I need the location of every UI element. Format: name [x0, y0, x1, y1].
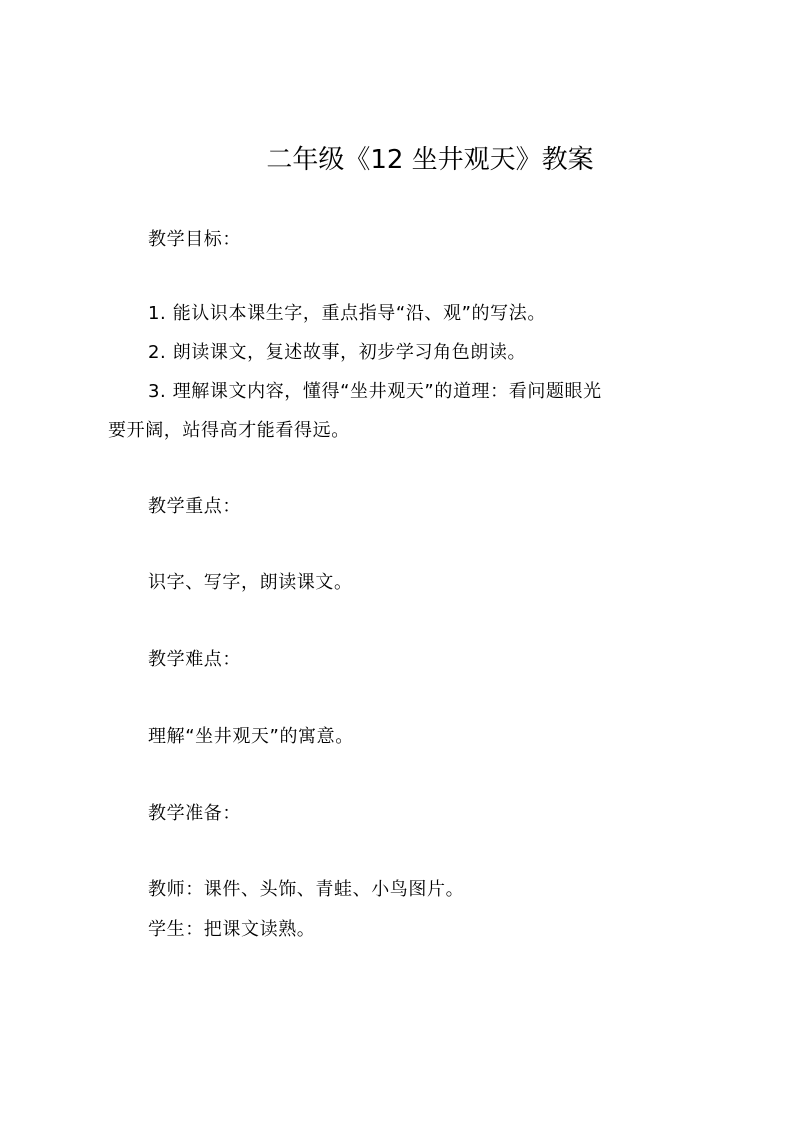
- objective-item-2: 2. 朗读课文，复述故事，初步学习角色朗读。: [148, 342, 527, 363]
- key-points-text: 识字、写字，朗读课文。: [148, 572, 353, 593]
- difficulties-text: 理解“坐井观天”的寓意。: [148, 726, 354, 747]
- objectives-heading: 教学目标：: [148, 229, 241, 250]
- preparation-student: 学生：把课文读熟。: [148, 919, 316, 940]
- preparation-teacher: 教师：课件、头饰、青蛙、小鸟图片。: [148, 879, 465, 900]
- key-points-heading: 教学重点：: [148, 496, 241, 517]
- objective-item-1: 1. 能认识本课生字，重点指导“沿、观”的写法。: [148, 303, 546, 324]
- objective-item-3-continued: 要开阔，站得高才能看得远。: [108, 420, 350, 441]
- preparation-heading: 教学准备：: [148, 803, 241, 824]
- difficulties-heading: 教学难点：: [148, 649, 241, 670]
- objective-item-3: 3. 理解课文内容，懂得“坐井观天”的道理：看问题眼光: [148, 381, 602, 402]
- document-title: 二年级《12 坐井观天》教案: [266, 145, 594, 175]
